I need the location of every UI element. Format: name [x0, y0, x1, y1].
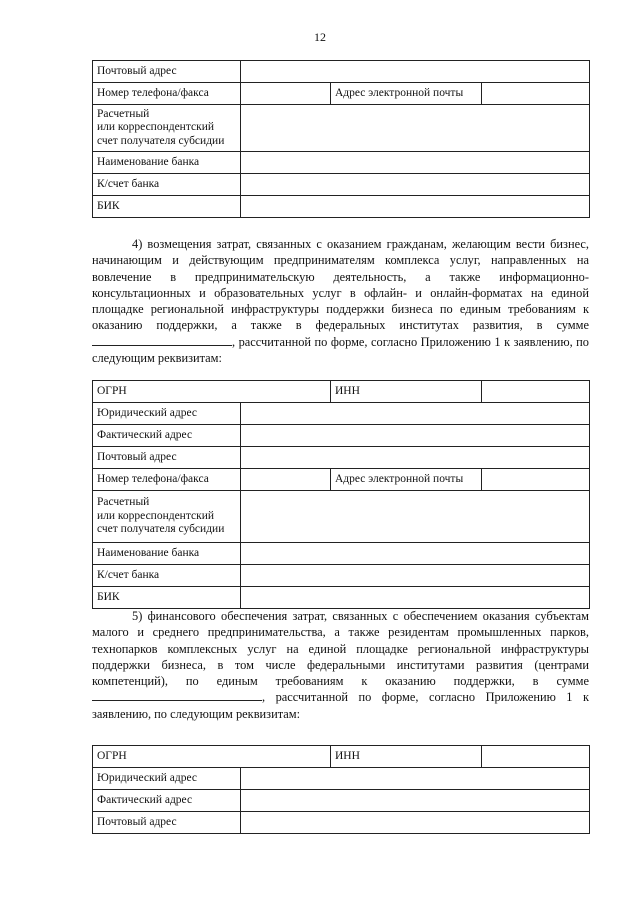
email-label: Адрес электронной почты: [331, 469, 482, 491]
bik-label: БИК: [93, 196, 241, 218]
legal-address-label: Юридический адрес: [93, 768, 241, 790]
bik-label: БИК: [93, 587, 241, 609]
ogrn-label: ОГРН: [93, 746, 331, 768]
requisites-table-5: [92, 745, 590, 834]
inn-field[interactable]: [482, 746, 590, 768]
requisites-table-continued: [92, 60, 590, 218]
bik-field[interactable]: [241, 196, 590, 218]
postal-address-field[interactable]: [241, 61, 590, 83]
ogrn-label: ОГРН: [93, 381, 331, 403]
amount-blank-4[interactable]: [92, 334, 232, 346]
paragraph-5: [92, 608, 589, 722]
postal-address-field[interactable]: [241, 447, 590, 469]
paragraph-4-text: 4) возмещения затрат, связанных с оказанием гражданам, желающим вести бизнес, начинающим и действующим предпринимателям комплекса услуг, направленных на вовлечение в предпринимательскую деятельность, а также информационно-консультационных и образовательных услуг в офлайн- и онлайн-форматах на единой площадке региональной инфраструктуры поддержки бизнеса по единым требованиям к оказанию поддержки, а также в федеральных институтах развития, в сумме: [92, 237, 589, 333]
postal-address-label: Почтовый адрес: [93, 812, 241, 834]
phone-fax-field[interactable]: [241, 83, 331, 105]
postal-address-label: Почтовый адрес: [93, 61, 241, 83]
inn-label: ИНН: [331, 381, 482, 403]
paragraph-5-text-end: , рассчитанной по форме, согласно Приложению 1 к заявлению, по следующим реквизитам:: [92, 690, 589, 721]
corr-account-label: К/счет банка: [93, 174, 241, 196]
settlement-account-field[interactable]: [241, 105, 590, 152]
email-field[interactable]: [482, 83, 590, 105]
phone-fax-field[interactable]: [241, 469, 331, 491]
email-field[interactable]: [482, 469, 590, 491]
bank-name-field[interactable]: [241, 543, 590, 565]
settlement-account-label: Расчетный или корреспондентский счет получателя субсидии: [93, 491, 241, 543]
bank-name-field[interactable]: [241, 152, 590, 174]
corr-account-label: К/счет банка: [93, 565, 241, 587]
requisites-table-4: [92, 380, 590, 609]
settlement-account-label: Расчетный или корреспондентский счет получателя субсидии: [93, 105, 241, 152]
actual-address-label: Фактический адрес: [93, 425, 241, 447]
amount-blank-5[interactable]: [92, 689, 262, 701]
legal-address-field[interactable]: [241, 403, 590, 425]
postal-address-field[interactable]: [241, 812, 590, 834]
postal-address-label: Почтовый адрес: [93, 447, 241, 469]
actual-address-field[interactable]: [241, 790, 590, 812]
paragraph-4: [92, 236, 589, 366]
inn-label: ИНН: [331, 746, 482, 768]
corr-account-field[interactable]: [241, 174, 590, 196]
phone-fax-label: Номер телефона/факса: [93, 83, 241, 105]
bank-name-label: Наименование банка: [93, 543, 241, 565]
corr-account-field[interactable]: [241, 565, 590, 587]
phone-fax-label: Номер телефона/факса: [93, 469, 241, 491]
actual-address-label: Фактический адрес: [93, 790, 241, 812]
paragraph-4-text-end: , рассчитанной по форме, согласно Приложению 1 к заявлению, по следующим реквизитам:: [92, 334, 589, 366]
legal-address-label: Юридический адрес: [93, 403, 241, 425]
bik-field[interactable]: [241, 587, 590, 609]
legal-address-field[interactable]: [241, 768, 590, 790]
bank-name-label: Наименование банка: [93, 152, 241, 174]
email-label: Адрес электронной почты: [331, 83, 482, 105]
actual-address-field[interactable]: [241, 425, 590, 447]
settlement-account-field[interactable]: [241, 491, 590, 543]
inn-field[interactable]: [482, 381, 590, 403]
page-number: 12: [314, 30, 326, 44]
paragraph-5-text: 5) финансового обеспечения затрат, связанных с обеспечением оказания субъектам малого и среднего предпринимательства, а также резидентам промышленных парков, технопарков комплексных услуг на единой площадке региональной инфраструктуры поддержки бизнеса, в том числе федеральными институтами развития (центрами компетенций), по единым требованиям к оказанию поддержки, в сумме: [92, 609, 589, 689]
